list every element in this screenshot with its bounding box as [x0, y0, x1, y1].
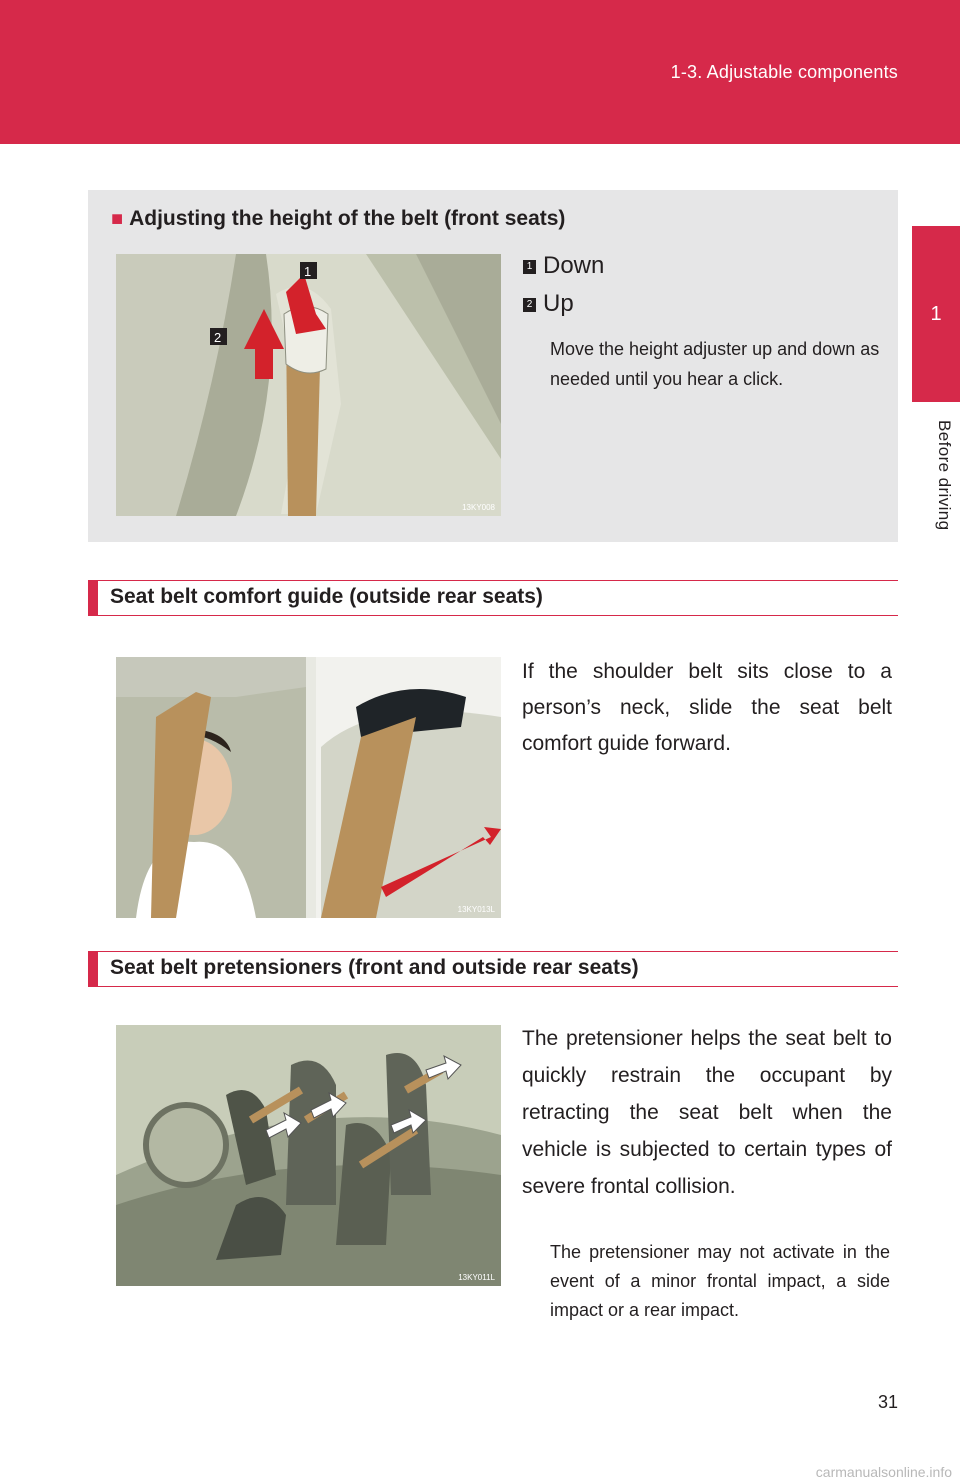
heading-accent-bar	[88, 581, 98, 615]
pretensioners-body: The pretensioner helps the seat belt to quickly restrain the occupant by retracting the seat belt when the vehicle is subjected to certain types of severe frontal collision.	[522, 1027, 892, 1198]
height-adjuster-illustration	[116, 254, 501, 516]
chapter-label: Before driving	[935, 419, 954, 531]
height-adjust-note: Move the height adjuster up and down as needed until you hear a click.	[550, 339, 880, 389]
step-label: Down	[543, 252, 605, 279]
step-up	[523, 290, 574, 318]
heading-text: Seat belt pretensioners (front and outside rear seats)	[110, 956, 639, 979]
height-adjust-title: ■ Adjusting the height of the belt (front seats)	[111, 207, 566, 230]
pretensioner-illustration	[116, 1025, 501, 1286]
chapter-tab[interactable]: 1	[912, 226, 960, 402]
comfort-guide-body: If the shoulder belt sits close to a person’s neck, slide the seat belt comfort guide forward.	[522, 660, 892, 755]
pretensioners-heading	[88, 951, 898, 987]
badge-2-label: 2	[214, 330, 222, 345]
pretensioners-note: The pretensioner may not activate in the event of a minor frontal impact, a side impact or a rear impact.	[550, 1242, 890, 1320]
comfort-guide-illustration	[116, 657, 501, 918]
image-code: 13KY008	[462, 503, 495, 512]
heading-text: Seat belt comfort guide (outside rear seats)	[110, 585, 543, 608]
image-code: 13KY013L	[457, 905, 495, 914]
comfort-guide-heading	[88, 580, 898, 616]
square-bullet-icon: ■	[111, 208, 124, 230]
step-label: Up	[543, 290, 574, 317]
page-number: 31	[877, 1392, 898, 1412]
image-code: 13KY011L	[458, 1273, 495, 1282]
step-down	[523, 252, 604, 280]
page-header	[0, 0, 960, 144]
step-number-badge: 2	[523, 298, 536, 312]
step-number-badge: 1	[523, 260, 536, 274]
heading-accent-bar	[88, 952, 98, 986]
watermark: carmanualsonline.info	[815, 1464, 952, 1480]
section-title: 1-3. Adjustable components	[670, 62, 898, 82]
badge-1-label: 1	[304, 264, 312, 279]
